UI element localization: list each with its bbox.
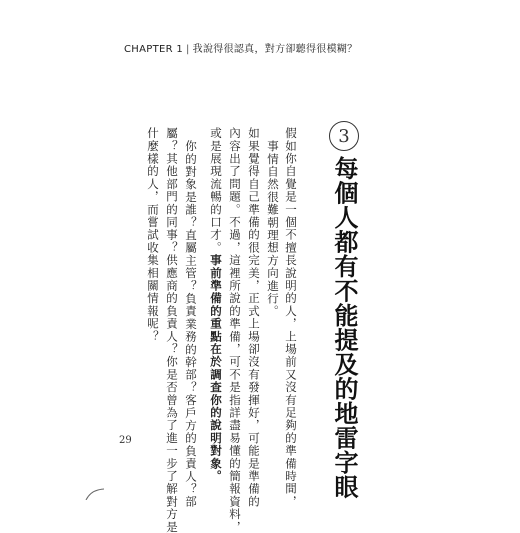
section-number: 3 [338, 125, 350, 147]
body-column-7: 屬？其他部門的同事？供應商的負責人？你是否曾為了進一步了解對方是 [165, 127, 179, 533]
corner-decoration [84, 484, 104, 500]
section-title: 每個人都有不能提及的地雷字眼 [330, 156, 359, 499]
body-column-3: 如果覺得自己準備的很完美，正式上場卻沒有發揮好，可能是準備的 [247, 127, 261, 508]
header-separator: | [186, 44, 190, 55]
body-column-2: 事情自然很難朝理想方向進行。 [266, 140, 280, 318]
section-number-badge [329, 121, 359, 151]
running-header [124, 40, 357, 55]
body-column-8: 什麼樣的人，而嘗試收集相關情報呢？ [146, 127, 160, 343]
chapter-label: CHAPTER 1 [124, 44, 183, 55]
body-column-4: 內容出了問題。不過，這裡所說的準備，可不是指詳盡易懂的簡報資料， [228, 127, 242, 533]
emphasis-text: 事前準備的重點在於調查你的說明對象。 [209, 254, 223, 483]
body-column-6: 你的對象是誰？直屬主管？負責業務的幹部？客戶方的負責人？部 [184, 140, 198, 509]
chapter-title: 我說得很認真，對方卻聽得很模糊？ [192, 44, 358, 55]
body-column-5 [209, 127, 223, 483]
body-column-1: 假如你自覺是一個不擅長說明的人，上場前又沒有足夠的準備時間， [284, 127, 298, 508]
page-number: 29 [119, 435, 132, 446]
body-text: 或是展現流暢的口才。 [209, 127, 223, 254]
